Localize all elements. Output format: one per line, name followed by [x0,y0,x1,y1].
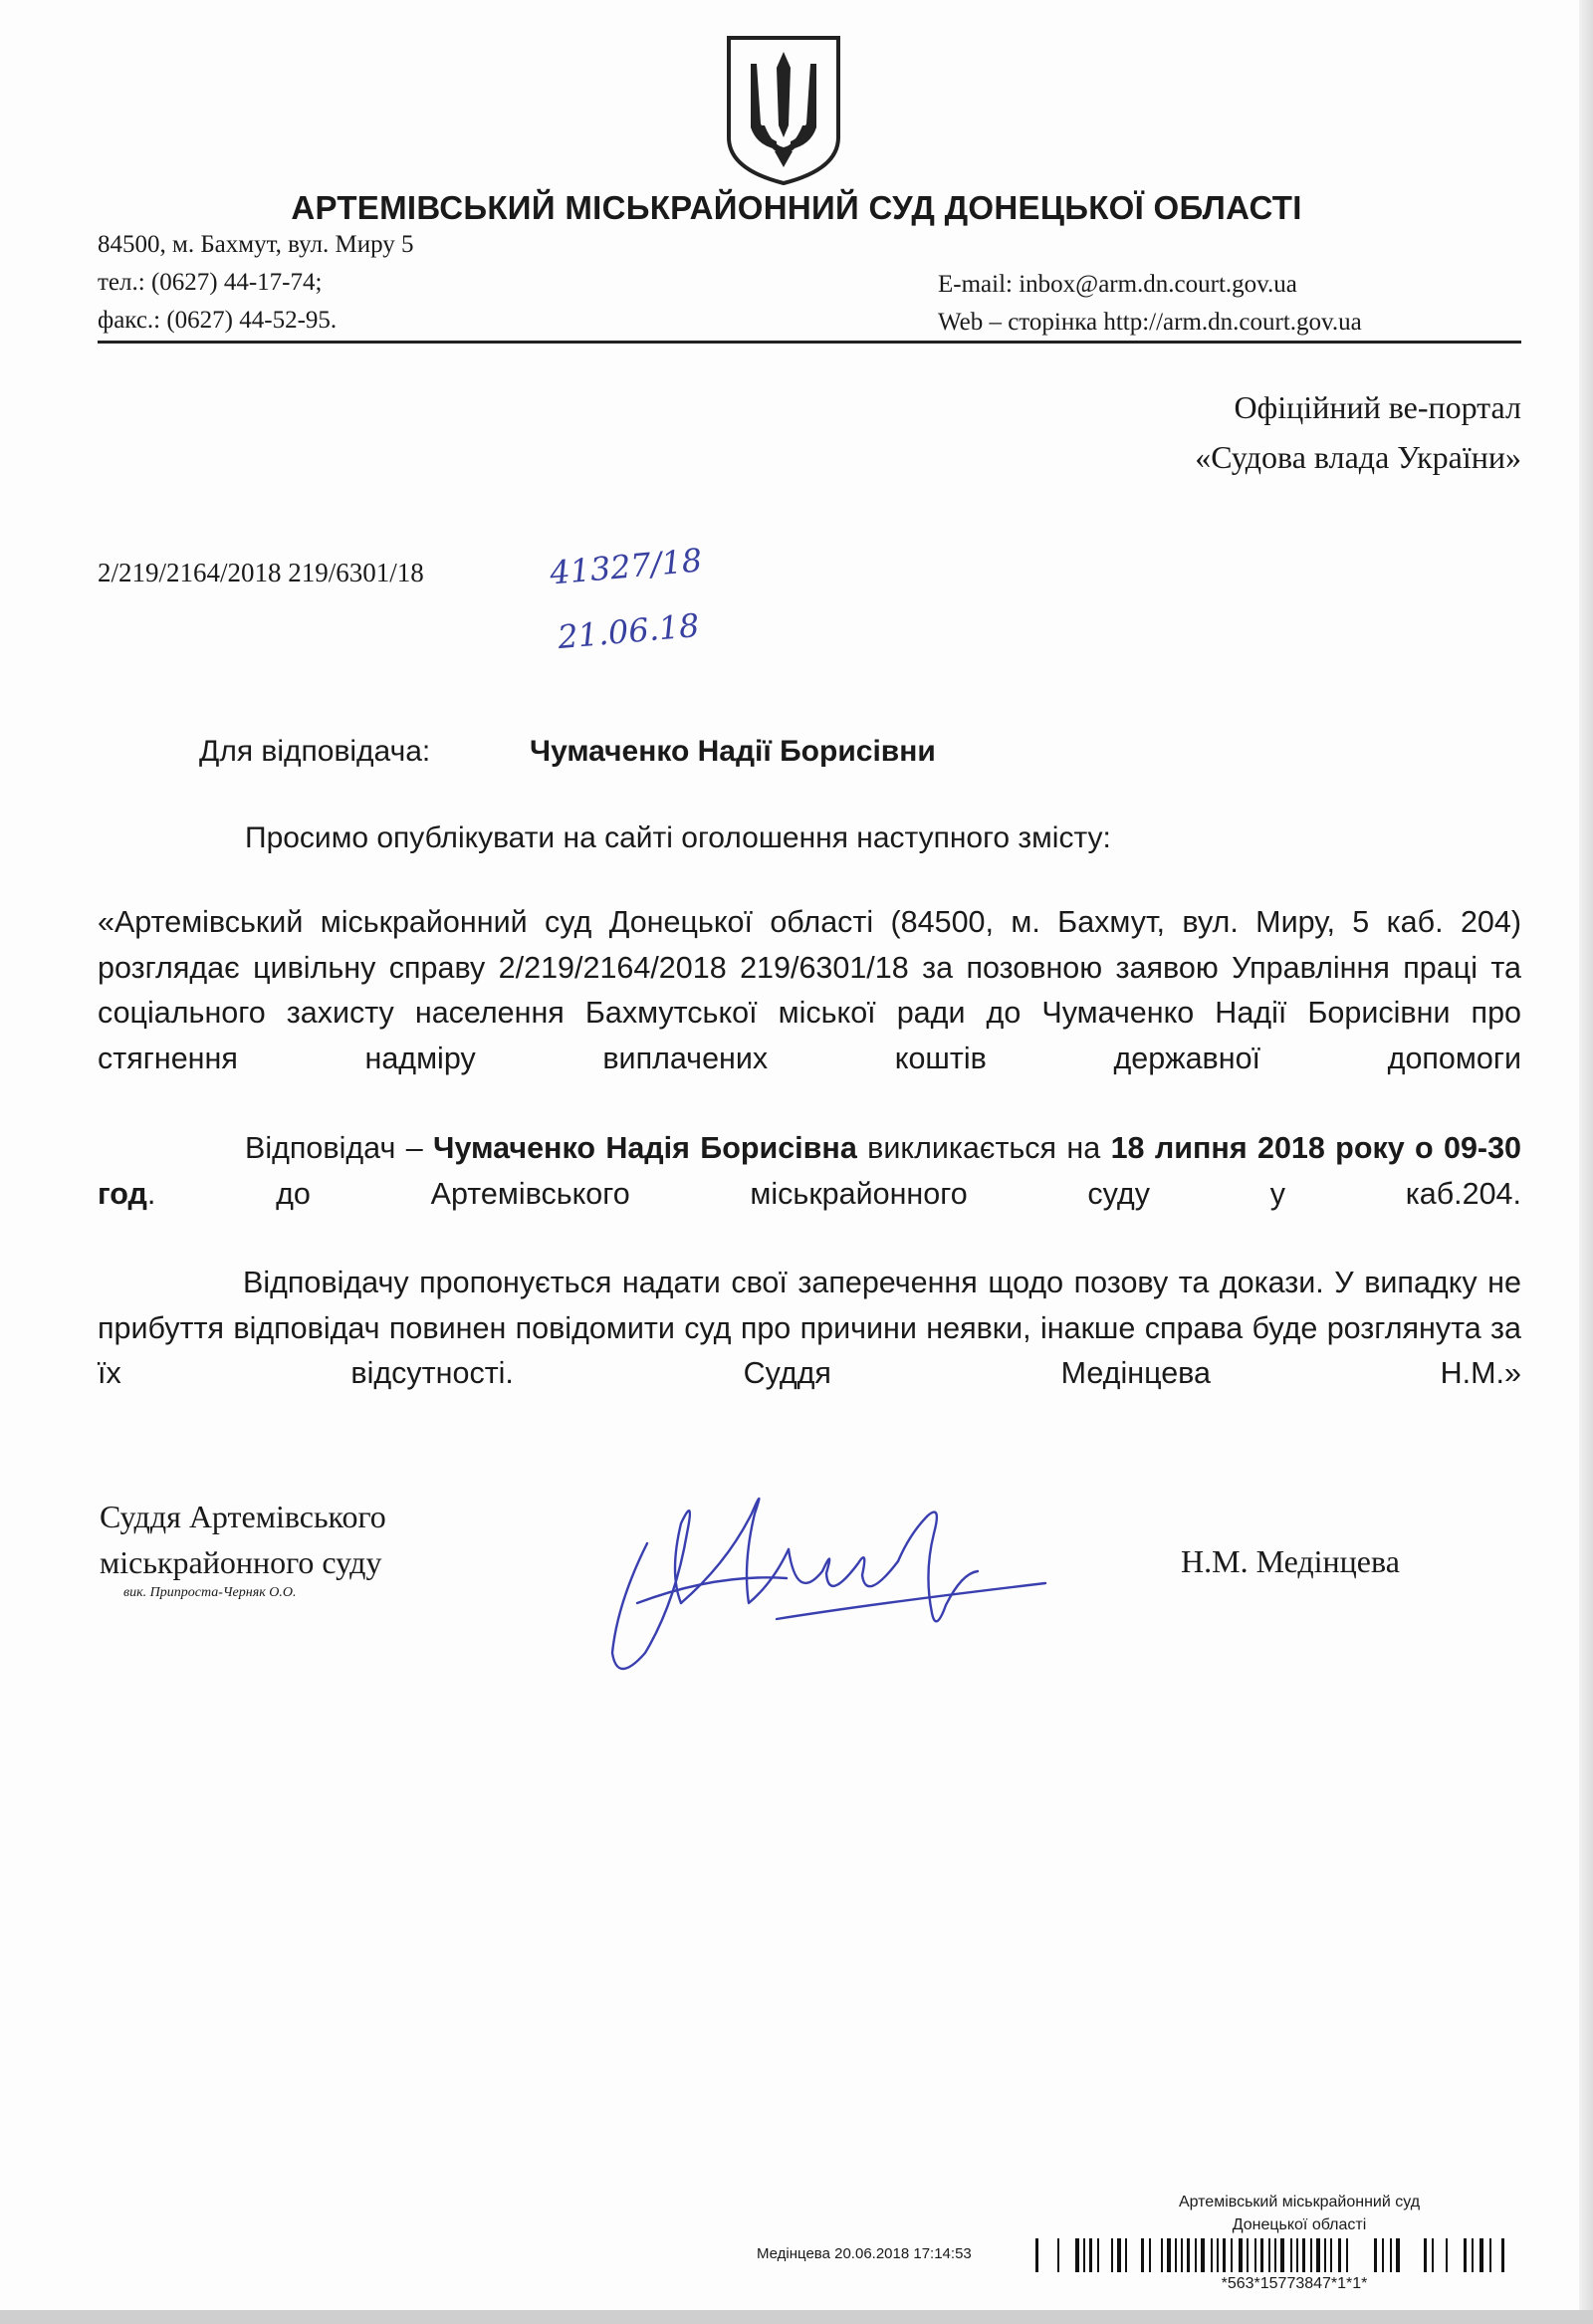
recipient-line-2: «Судова влада України» [1195,439,1521,475]
recipient-line-1: Офіційний ве-портал [1234,389,1521,425]
notice-text-1: «Артемівський міськрайонний суд Донецької області (84500, м. Бахмут, вул. Миру, 5 каб. 204) розглядає цивільну справу 2/219/2164/2018 219/6301/18 за позовною заявою Управління праці та соціального захисту населення Бахмутської міської ради до Чумаченко Надії Борисівни про стягнення надміру виплачених коштів державної допомоги [98,905,1521,1075]
notice-text-2a: Відповідач – [245,1131,434,1165]
notice-paragraph-1 [98,900,1521,1081]
handwritten-registration-number: 41327/18 [548,541,704,592]
barcode-icon [1035,2238,1513,2272]
court-email: E-mail: inbox@arm.dn.court.gov.ua [938,271,1297,298]
signatory-title-line-1: Суддя Артемівського [100,1499,386,1534]
page-edge-right [1579,0,1593,2324]
case-numbers: 2/219/2164/2018 219/6301/18 [98,558,424,587]
respondent-name: Чумаченко Надія Борисівна [433,1131,857,1165]
handwritten-signature [577,1454,1075,1713]
stamp-court-line-1: Артемівський міськрайонний суд [1178,2194,1421,2210]
hearing-date: 18 липня 2018 року о 09-30 год [98,1131,1522,1211]
signatory-title [100,1494,386,1585]
court-fax: факс.: (0627) 44-52-95. [98,307,338,334]
court-name-heading: АРТЕМІВСЬКИЙ МІСЬКРАЙОННИЙ СУД ДОНЕЦЬКОЇ ОБЛАСТІ [291,189,1302,226]
addressee-label: Для відповідача: [199,735,431,768]
court-phone: тел.: (0627) 44-17-74; [98,269,323,296]
trident-emblem-icon [725,34,842,185]
publication-request: Просимо опублікувати на сайті оголошення наступного змісту: [245,821,1111,854]
court-address: 84500, м. Бахмут, вул. Миру 5 [98,231,414,258]
addressee-line [199,735,936,769]
court-website: Web – сторінка http://arm.dn.court.gov.ua [938,309,1362,336]
handwritten-registration-date: 21.06.18 [556,605,701,657]
stamp-court-line-2: Донецької області [1232,2216,1367,2233]
barcode-number: *563*15773847*1*1* [1221,2275,1368,2292]
notice-text-2b: викликається на [856,1131,1111,1165]
notice-paragraph-3: Відповідачу пропонується надати свої заперечення щодо позову та докази. У випадку не прибуття відповідач повинен повідомити суд про причини неявки, інакше справа буде розглянута за їх відсутності. Суддя Медінцева Н.М.» [98,1266,1521,1390]
addressee-name: Чумаченко Надії Борисівни [530,735,936,768]
registration-datetime: Медінцева 20.06.2018 17:14:53 [757,2245,972,2262]
page-edge-bottom [0,2310,1593,2324]
signatory-title-line-2: міськрайонного суду [100,1544,382,1580]
recipient-block [924,382,1521,482]
header-divider [98,341,1521,344]
judge-name: Н.М. Медінцева [1181,1543,1400,1579]
registration-stamp-court [1095,2191,1503,2236]
executor-note: вик. Припроста-Черняк О.О. [123,1585,297,1600]
notice-text-2c: . до Артемівського міськрайонного суду у каб.204. [146,1176,1521,1211]
notice-paragraph-2 [98,1126,1521,1217]
